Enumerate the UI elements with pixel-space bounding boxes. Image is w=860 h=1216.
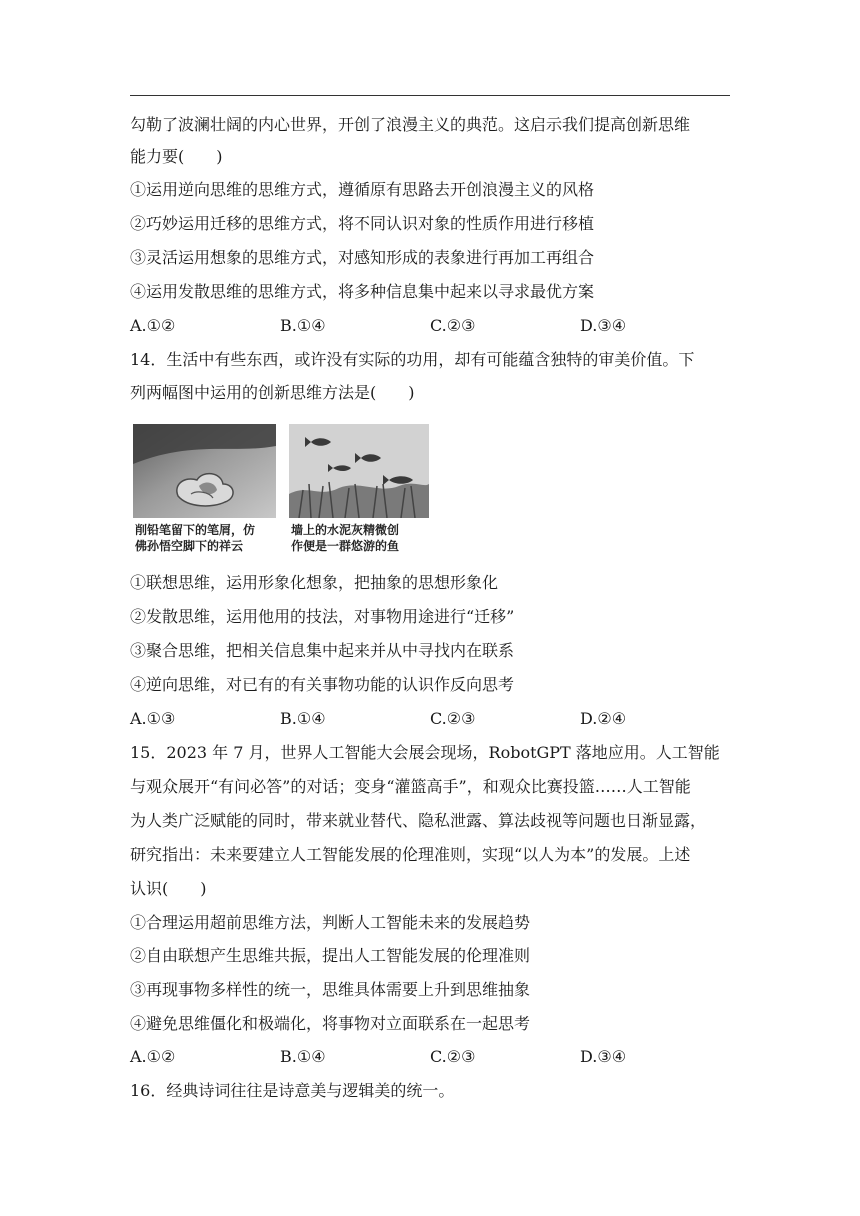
figure-pencil-shavings xyxy=(133,424,276,554)
q15-option-a: A.①② xyxy=(130,1047,176,1066)
q15-stem-line-3: 为人类广泛赋能的同时，带来就业替代、隐私泄露、算法歧视等问题也日渐显露， xyxy=(130,811,707,830)
q16-stem: 16．经典诗词往往是诗意美与逻辑美的统一。 xyxy=(130,1081,455,1100)
header-rule xyxy=(130,95,730,96)
pencil-caption-line-1: 削铅笔留下的笔屑，仿 xyxy=(135,523,256,537)
q13-stem-line-2: 能力要( ) xyxy=(130,147,223,166)
q13-item-3: ③灵活运用想象的思维方式，对感知形成的表象进行再加工再组合 xyxy=(130,248,595,267)
q15-item-4: ④避免思维僵化和极端化，将事物对立面联系在一起思考 xyxy=(130,1014,531,1033)
q14-option-b: B.①④ xyxy=(280,709,326,728)
q14-option-d: D.②④ xyxy=(580,709,627,728)
q15-option-b: B.①④ xyxy=(280,1047,326,1066)
fish-caption-line-2: 作便是一群悠游的鱼 xyxy=(291,539,400,553)
q15-option-d: D.③④ xyxy=(580,1047,627,1066)
q15-item-2: ②自由联想产生思维共振，提出人工智能发展的伦理准则 xyxy=(130,946,531,965)
q14-item-3: ③聚合思维，把相关信息集中起来并从中寻找内在联系 xyxy=(130,641,515,660)
q14-stem-line-2: 列两幅图中运用的创新思维方法是( ) xyxy=(130,383,415,402)
q13-item-1: ①运用逆向思维的思维方式，遵循原有思路去开创浪漫主义的风格 xyxy=(130,180,595,199)
fish-caption-line-1: 墙上的水泥灰精微创 xyxy=(291,523,400,537)
pencil-shavings-image xyxy=(133,424,276,518)
q15-stem-line-2: 与观众展开“有问必答”的对话；变身“灌篮高手”，和观众比赛投篮……人工智能 xyxy=(130,777,691,796)
q14-stem-line-1: 14．生活中有些东西，或许没有实际的功用，却有可能蕴含独特的审美价值。下 xyxy=(130,350,695,369)
q13-item-2: ②巧妙运用迁移的思维方式，将不同认识对象的性质作用进行移植 xyxy=(130,214,595,233)
q13-stem-line-1: 勾勒了波澜壮阔的内心世界，开创了浪漫主义的典范。这启示我们提高创新思维 xyxy=(130,115,691,134)
q14-item-1: ①联想思维，运用形象化想象，把抽象的思想形象化 xyxy=(130,573,499,592)
q14-option-a: A.①③ xyxy=(130,709,176,728)
q15-option-c: C.②③ xyxy=(430,1047,476,1066)
q14-option-c: C.②③ xyxy=(430,709,476,728)
q13-option-c: C.②③ xyxy=(430,316,476,335)
q14-item-4: ④逆向思维，对已有的有关事物功能的认识作反向思考 xyxy=(130,675,515,694)
q13-option-a: A.①② xyxy=(130,316,176,335)
figure-cement-fish xyxy=(289,424,429,554)
pencil-caption-line-2: 佛孙悟空脚下的祥云 xyxy=(135,539,244,553)
q13-item-4: ④运用发散思维的思维方式，将多种信息集中起来以寻求最优方案 xyxy=(130,282,595,301)
q15-stem-line-4: 研究指出：未来要建立人工智能发展的伦理准则，实现“以人为本”的发展。上述 xyxy=(130,845,691,864)
q15-item-3: ③再现事物多样性的统一，思维具体需要上升到思维抽象 xyxy=(130,980,531,999)
cement-fish-image xyxy=(289,424,429,518)
q14-item-2: ②发散思维，运用他用的技法，对事物用途进行“迁移” xyxy=(130,607,515,626)
q15-stem-line-1: 15．2023 年 7 月，世界人工智能大会展会现场，RobotGPT 落地应用。人工智能 xyxy=(130,743,720,762)
q15-item-1: ①合理运用超前思维方法，判断人工智能未来的发展趋势 xyxy=(130,913,531,932)
q13-option-b: B.①④ xyxy=(280,316,326,335)
q15-stem-line-5: 认识( ) xyxy=(130,879,207,898)
q13-option-d: D.③④ xyxy=(580,316,627,335)
